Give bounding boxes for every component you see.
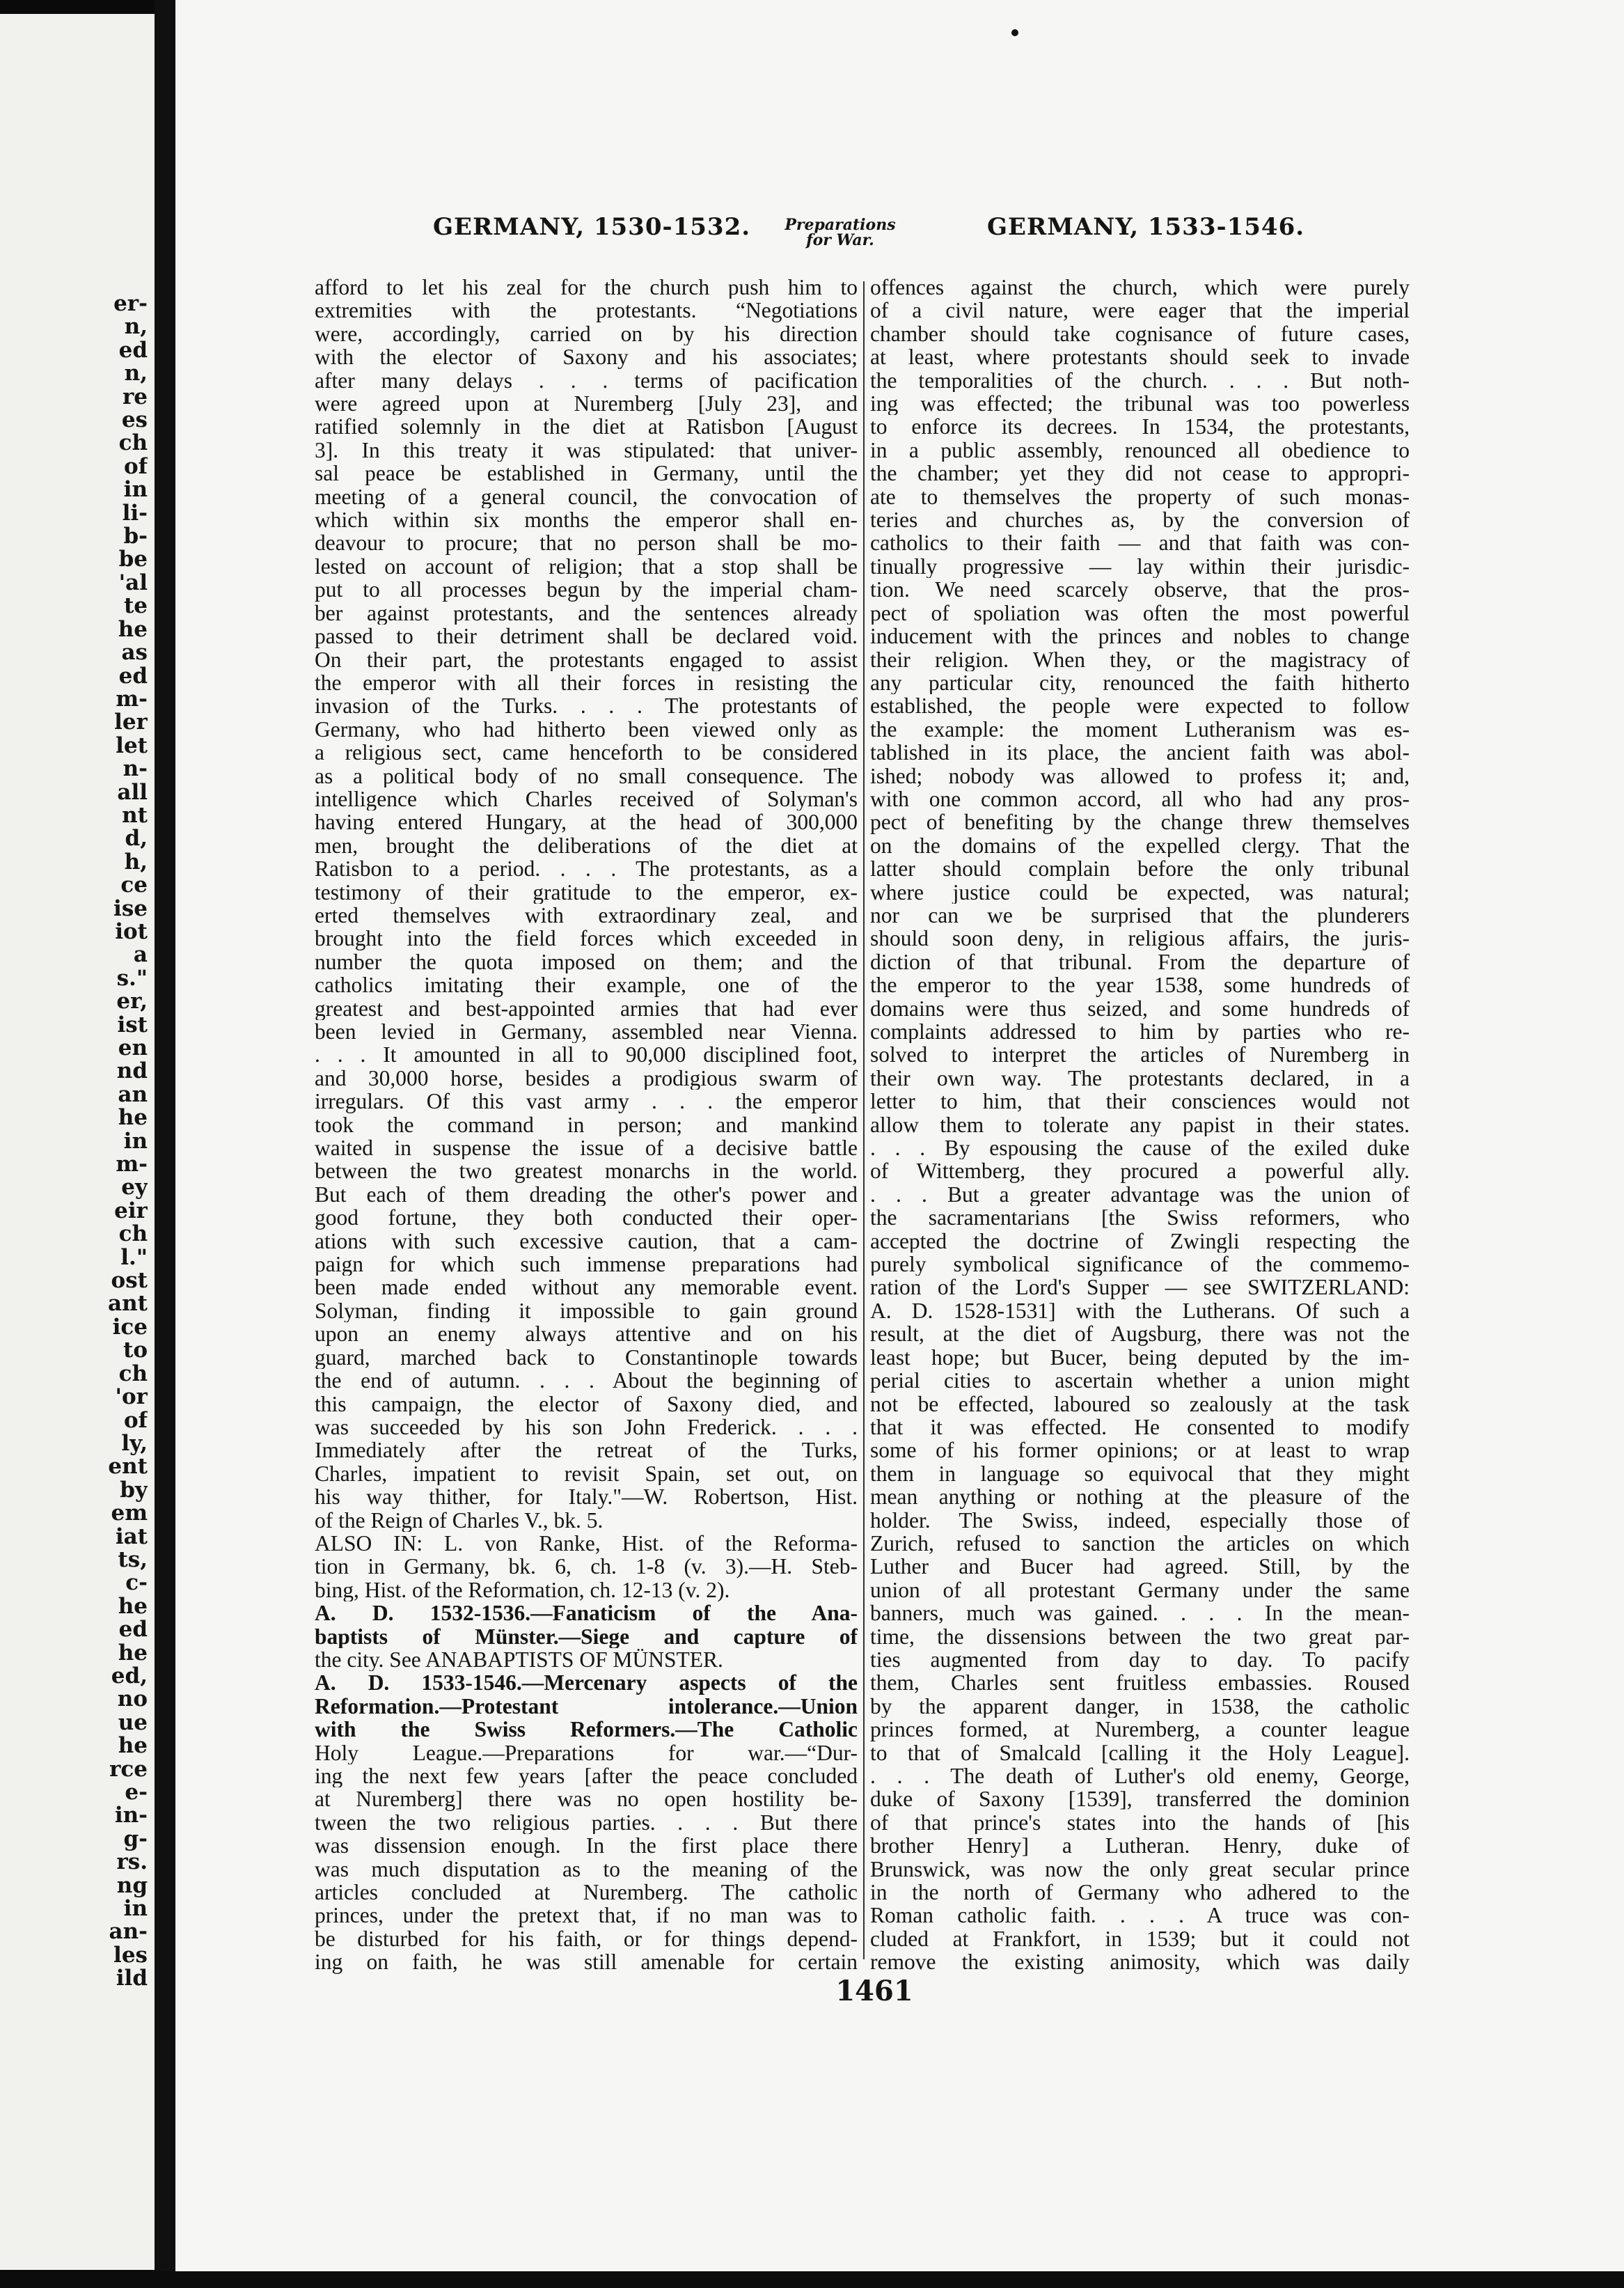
text-line: having entered Hungary, at the head of 300,000 xyxy=(315,810,858,834)
text-line: banners, much was gained. . . . In the mean- xyxy=(870,1601,1410,1625)
left-fragment: in xyxy=(123,1129,148,1154)
left-fragment: he xyxy=(118,618,148,642)
text-line: been levied in Germany, assembled near Vienna. xyxy=(315,1020,858,1044)
text-line: were agreed upon at Nuremberg [July 23], and xyxy=(315,392,858,416)
left-fragment: no xyxy=(117,1688,148,1711)
left-fragment: n, xyxy=(124,315,148,339)
text-line: with one common accord, all who had any pros- xyxy=(870,787,1410,811)
left-fragment: to xyxy=(123,1339,148,1363)
text-line: letter to him, that their consciences would not xyxy=(870,1090,1410,1113)
text-line: purely symbolical significance of the commemo- xyxy=(870,1253,1410,1276)
text-line: should soon deny, in religious affairs, the juris- xyxy=(870,927,1410,950)
left-fragment: he xyxy=(118,1641,148,1665)
text-line: baptists of Münster.—Siege and capture of xyxy=(315,1624,858,1648)
left-fragment: ant xyxy=(108,1292,148,1316)
text-line: in the north of Germany who adhered to the xyxy=(870,1881,1410,1904)
text-line: A. D. 1533-1546.—Mercenary aspects of the xyxy=(315,1671,858,1695)
text-line: of a civil nature, were eager that the imperial xyxy=(870,299,1410,322)
left-fragment: ng xyxy=(116,1874,148,1898)
running-head-right: GERMANY, 1533-1546. xyxy=(987,213,1305,241)
text-line: 3]. In this treaty it was stipulated: that univer- xyxy=(315,438,858,462)
column-rule xyxy=(863,281,865,1959)
text-line: was succeeded by his son John Frederick. . . . xyxy=(315,1415,858,1439)
text-line: waited in suspense the issue of a decisive battle xyxy=(315,1136,858,1160)
left-fragment: be xyxy=(118,548,148,572)
left-fragment: n- xyxy=(123,758,148,781)
text-line: this campaign, the elector of Saxony died, and xyxy=(315,1392,858,1416)
text-line: any particular city, renounced the faith hitherto xyxy=(870,671,1410,695)
left-fragment: 'al xyxy=(118,571,148,595)
text-line: the sacramentarians [the Swiss reformers, who xyxy=(870,1206,1410,1230)
left-fragment: eir xyxy=(114,1199,148,1223)
text-line: them, Charles sent fruitless embassies. Roused xyxy=(870,1671,1410,1695)
text-line: the end of autumn. . . . About the beginning of xyxy=(315,1369,858,1393)
text-line: put to all processes begun by the imperial cham- xyxy=(315,578,858,602)
left-fragment: a xyxy=(133,943,148,967)
text-line: by the apparent danger, in 1538, the catholic xyxy=(870,1694,1410,1718)
left-fragment: of xyxy=(123,1409,148,1432)
text-line: afford to let his zeal for the church push him to xyxy=(315,276,858,299)
ink-dot xyxy=(1011,29,1018,36)
running-head-center-line1: Preparations xyxy=(785,216,896,234)
left-fragment: s." xyxy=(116,966,148,991)
text-line: pect of benefiting by the change threw themselves xyxy=(870,810,1410,834)
text-line: the city. See ANABAPTISTS OF MÜNSTER. xyxy=(315,1647,723,1672)
text-line: diction of that tribunal. From the departure of xyxy=(870,950,1410,974)
text-line: that it was effected. He consented to modify xyxy=(870,1415,1410,1439)
text-line: holder. The Swiss, indeed, especially those of xyxy=(870,1508,1410,1532)
text-line: the temporalities of the church. . . . But noth- xyxy=(870,368,1410,393)
text-line: with the elector of Saxony and his associates; xyxy=(315,345,858,369)
text-line: after many delays . . . terms of pacification xyxy=(315,368,858,393)
text-line: their religion. When they, or the magistracy of xyxy=(870,648,1410,671)
text-line: catholics imitating their example, one of the xyxy=(315,973,858,997)
text-line: pect of spoliation was often the most powerful xyxy=(870,601,1410,625)
left-fragment: ly, xyxy=(121,1432,148,1456)
text-line: invasion of the Turks. . . . The protestants of xyxy=(315,694,858,718)
left-fragment: ue xyxy=(118,1711,148,1735)
left-fragment: li- xyxy=(122,501,148,526)
text-line: established, the people were expected to follow xyxy=(870,694,1410,718)
running-head-center xyxy=(774,217,906,248)
text-line: Holy League.—Preparations for war.—“Dur- xyxy=(315,1741,858,1764)
book-gutter xyxy=(155,0,175,2288)
text-line: extremities with the protestants. “Negotiations xyxy=(315,299,858,322)
left-fragment: ed, xyxy=(111,1664,148,1688)
text-line: brother Henry] a Lutheran. Henry, duke of xyxy=(870,1834,1410,1858)
text-line: a religious sect, came henceforth to be considered xyxy=(315,741,858,765)
left-fragment: m- xyxy=(116,687,148,712)
text-line: tinually progressive — lay within their jurisdic- xyxy=(870,554,1410,579)
left-fragment: em xyxy=(111,1502,148,1526)
left-fragment: es xyxy=(121,409,148,432)
left-page-edge xyxy=(0,14,155,2270)
text-line: Reformation.—Protestant intolerance.—Union xyxy=(315,1694,858,1718)
text-line: in a public assembly, renounced all obedience to xyxy=(870,438,1410,462)
left-fragment: er- xyxy=(113,292,148,316)
left-fragment: d, xyxy=(125,827,148,851)
left-fragment: ch xyxy=(118,1223,148,1246)
running-head-left: GERMANY, 1530-1532. xyxy=(433,213,751,241)
text-line: of Wittemberg, they procured a powerful ally. xyxy=(870,1159,1410,1183)
text-line: offences against the church, which were purely xyxy=(870,276,1410,299)
left-text-column xyxy=(315,276,858,1974)
text-line: inducement with the princes and nobles to change xyxy=(870,625,1410,648)
text-line: passed to their detriment shall be declared void. xyxy=(315,625,858,648)
left-fragment: nt xyxy=(122,804,148,828)
text-line: where justice could be expected, was natural; xyxy=(870,880,1410,904)
text-line: erted themselves with extraordinary zeal, and xyxy=(315,903,858,927)
text-line: ing the next few years [after the peace concluded xyxy=(315,1764,858,1788)
left-fragment: rs. xyxy=(116,1851,148,1874)
left-fragment: l." xyxy=(120,1246,148,1270)
left-fragment: iat xyxy=(115,1525,148,1549)
left-fragment: ice xyxy=(112,1315,148,1340)
text-line: good fortune, they both conducted their oper- xyxy=(315,1206,858,1230)
text-line: ing was effected; the tribunal was too powerless xyxy=(870,392,1410,416)
left-fragment: by xyxy=(120,1478,148,1503)
page-number: 1461 xyxy=(835,1975,913,2007)
left-fragment: nd xyxy=(116,1060,148,1083)
text-line: the example: the moment Lutheranism was es- xyxy=(870,717,1410,742)
left-fragment: as xyxy=(121,641,148,665)
left-fragment: ed xyxy=(118,338,148,363)
text-line: intelligence which Charles received of Solyman's xyxy=(315,787,858,811)
left-fragment: he xyxy=(118,1734,148,1758)
left-page-fragments xyxy=(0,292,155,1991)
text-line: union of all protestant Germany under the same xyxy=(870,1578,1410,1602)
text-line: nor can we be surprised that the plunderers xyxy=(870,903,1410,927)
text-line: princes formed, at Nuremberg, a counter league xyxy=(870,1718,1410,1741)
text-line: at Nuremberg] there was no open hostility be- xyxy=(315,1787,858,1811)
left-fragment: er, xyxy=(116,990,148,1014)
left-fragment: en xyxy=(118,1037,148,1060)
left-fragment: iot xyxy=(115,920,148,944)
text-line: Luther and Bucer had agreed. Still, by the xyxy=(870,1555,1410,1578)
text-line: ations with such excessive caution, that a cam- xyxy=(315,1229,858,1253)
text-line: least hope; but Bucer, being deputed by the im- xyxy=(870,1345,1410,1370)
text-line: ished; nobody was allowed to profess it; and, xyxy=(870,764,1410,788)
text-line: took the command in person; and mankind xyxy=(315,1113,858,1137)
text-line: remove the existing animosity, which was daily xyxy=(870,1950,1410,1974)
text-line: sal peace be established in Germany, until the xyxy=(315,462,858,485)
text-line: with the Swiss Reformers.—The Catholic xyxy=(315,1718,858,1741)
text-line: at least, where protestants should seek to invade xyxy=(870,345,1410,369)
left-fragment: all xyxy=(117,781,148,804)
text-line: paign for which such immense preparations had xyxy=(315,1253,858,1276)
text-line: ALSO IN: L. von Ranke, Hist. of the Reforma- xyxy=(315,1531,858,1556)
left-fragment: ost xyxy=(111,1269,148,1293)
text-line: number the quota imposed on them; and the xyxy=(315,950,858,974)
text-line: was much disputation as to the meaning of the xyxy=(315,1857,858,1881)
text-line: ratified solemnly in the diet at Ratisbon [August xyxy=(315,415,858,439)
left-fragment: h, xyxy=(124,850,148,875)
text-line: been made ended without any memorable event. xyxy=(315,1276,858,1299)
text-line: result, at the diet of Augsburg, there was not the xyxy=(870,1322,1410,1346)
left-fragment: an- xyxy=(109,1920,148,1944)
left-fragment: 'or xyxy=(115,1386,148,1409)
text-line: solved to interpret the articles of Nuremberg in xyxy=(870,1043,1410,1067)
text-line: tween the two religious parties. . . . But there xyxy=(315,1810,858,1835)
text-line: of that prince's states into the hands of [his xyxy=(870,1810,1410,1835)
scan-bottom-edge xyxy=(0,2271,1624,2288)
text-line: . . . But a greater advantage was the union of xyxy=(870,1182,1410,1207)
left-fragment: ch xyxy=(118,432,148,455)
left-fragment: m- xyxy=(116,1153,148,1177)
left-fragment: les xyxy=(113,1943,148,1968)
left-fragment: ed xyxy=(118,1618,148,1642)
left-fragment: ent xyxy=(108,1455,148,1479)
text-line: allow them to tolerate any papist in their states. xyxy=(870,1113,1410,1137)
left-fragment: ist xyxy=(117,1013,148,1037)
text-line: Immediately after the retreat of the Turks, xyxy=(315,1439,858,1462)
text-line: the chamber; yet they did not cease to appropri- xyxy=(870,462,1410,485)
left-fragment: ed xyxy=(118,664,148,688)
text-line: to that of Smalcald [calling it the Holy League]. xyxy=(870,1741,1410,1764)
text-line: ber against protestants, and the sentences already xyxy=(315,601,858,625)
text-line: not be effected, laboured so zealously at the task xyxy=(870,1392,1410,1416)
text-line: On their part, the protestants engaged to assist xyxy=(315,648,858,671)
text-line: the emperor to the year 1538, some hundreds of xyxy=(870,973,1410,997)
text-line: between the two greatest monarchs in the world. xyxy=(315,1159,858,1183)
text-line: men, brought the deliberations of the diet at xyxy=(315,833,858,858)
text-line: as a political body of no small consequence. The xyxy=(315,764,858,788)
text-line: princes, under the pretext that, if no man was to xyxy=(315,1904,858,1927)
text-line: of the Reign of Charles V., bk. 5. xyxy=(315,1508,604,1532)
text-line: to enforce its decrees. In 1534, the protestants, xyxy=(870,415,1410,439)
text-line: complaints addressed to him by parties who re- xyxy=(870,1020,1410,1044)
text-line: ing on faith, he was still amenable for certain xyxy=(315,1950,858,1974)
text-line: testimony of their gratitude to the emperor, ex- xyxy=(315,880,858,904)
text-line: time, the dissensions between the two great par- xyxy=(870,1624,1410,1648)
left-fragment: an xyxy=(118,1083,148,1107)
text-line: cluded at Frankfort, in 1539; but it could not xyxy=(870,1927,1410,1951)
left-fragment: ise xyxy=(113,897,148,920)
left-fragment: in xyxy=(123,1897,148,1921)
text-line: some of his former opinions; or at least to wrap xyxy=(870,1439,1410,1462)
text-line: upon an enemy always attentive and on his xyxy=(315,1322,858,1346)
left-fragment: in- xyxy=(114,1804,148,1828)
text-line: their own way. The protestants declared, in a xyxy=(870,1066,1410,1090)
text-line: greatest and best-appointed armies that had ever xyxy=(315,996,858,1020)
text-line: A. D. 1528-1531] with the Lutherans. Of such a xyxy=(870,1299,1410,1323)
text-line: them in language so equivocal that they might xyxy=(870,1462,1410,1486)
text-line: deavour to procure; that no person shall be mo- xyxy=(315,531,858,555)
text-line: Solyman, finding it impossible to gain ground xyxy=(315,1299,858,1323)
text-line: irregulars. Of this vast army . . . the emperor xyxy=(315,1090,858,1113)
text-line: the emperor with all their forces in resisting the xyxy=(315,671,858,695)
left-fragment: ts, xyxy=(118,1548,148,1572)
left-fragment: ler xyxy=(114,711,148,735)
left-fragment: he xyxy=(118,1106,148,1130)
text-line: was dissension enough. In the first place there xyxy=(315,1834,858,1858)
left-fragment: ild xyxy=(116,1967,148,1991)
text-line: Germany, who had hitherto been viewed only as xyxy=(315,717,858,742)
text-line: and 30,000 horse, besides a prodigious swarm of xyxy=(315,1066,858,1090)
left-fragment: ce xyxy=(120,874,148,898)
right-text-column xyxy=(870,276,1410,1974)
left-fragment: b- xyxy=(123,525,148,549)
text-line: catholics to their faith — and that faith was con- xyxy=(870,531,1410,555)
text-line: articles concluded at Nuremberg. The catholic xyxy=(315,1881,858,1904)
left-fragment: g- xyxy=(123,1827,148,1851)
left-fragment: in xyxy=(123,478,148,502)
text-line: duke of Saxony [1539], transferred the dominion xyxy=(870,1787,1410,1811)
text-line: perial cities to ascertain whether a union might xyxy=(870,1369,1410,1393)
left-fragment: c- xyxy=(125,1572,148,1595)
text-line: tion in Germany, bk. 6, ch. 1-8 (v. 3).—H. Steb- xyxy=(315,1555,858,1578)
text-line: Roman catholic faith. . . . A truce was con- xyxy=(870,1904,1410,1927)
left-fragment: n, xyxy=(124,362,148,386)
text-line: latter should complain before the only tribunal xyxy=(870,857,1410,881)
text-line: ties augmented from day to day. To pacify xyxy=(870,1647,1410,1672)
left-fragment: te xyxy=(123,595,148,618)
text-line: A. D. 1532-1536.—Fanaticism of the Ana- xyxy=(315,1601,858,1625)
left-fragment: e- xyxy=(125,1781,148,1805)
text-line: . . . The death of Luther's old enemy, George, xyxy=(870,1764,1410,1788)
text-line: Ratisbon to a period. . . . The protestants, as a xyxy=(315,857,858,881)
text-line: tablished in its place, the ancient faith was abol- xyxy=(870,741,1410,765)
text-line: guard, marched back to Constantinople towards xyxy=(315,1345,858,1370)
left-fragment: rce xyxy=(109,1757,148,1781)
text-line: . . . By espousing the cause of the exiled duke xyxy=(870,1136,1410,1160)
text-line: on the domains of the expelled clergy. That the xyxy=(870,833,1410,858)
left-fragment: of xyxy=(123,455,148,479)
text-line: Brunswick, was now the only great secular prince xyxy=(870,1857,1410,1881)
text-line: be disturbed for his faith, or for things depend- xyxy=(315,1927,858,1951)
left-fragment: ey xyxy=(121,1176,148,1200)
text-line: But each of them dreading the other's power and xyxy=(315,1182,858,1207)
left-fragment: let xyxy=(116,734,148,758)
text-line: teries and churches as, by the conversion of xyxy=(870,508,1410,532)
left-fragment: ch xyxy=(118,1362,148,1386)
text-line: bing, Hist. of the Reformation, ch. 12-13 (v. 2). xyxy=(315,1578,730,1602)
text-line: Charles, impatient to revisit Spain, set out, on xyxy=(315,1462,858,1486)
running-head-center-line2: for War. xyxy=(806,231,874,249)
left-fragment: he xyxy=(118,1594,148,1619)
text-line: meeting of a general council, the convocation of xyxy=(315,485,858,509)
text-line: tion. We need scarcely observe, that the pros- xyxy=(870,578,1410,602)
text-line: domains were thus seized, and some hundreds of xyxy=(870,996,1410,1020)
text-line: lested on account of religion; that a stop shall be xyxy=(315,554,858,579)
text-line: . . . It amounted in all to 90,000 disciplined foot, xyxy=(315,1043,858,1067)
text-line: his way thither, for Italy."—W. Robertson, Hist. xyxy=(315,1485,858,1509)
text-line: Zurich, refused to sanction the articles on which xyxy=(870,1531,1410,1556)
text-line: brought into the field forces which exceeded in xyxy=(315,927,858,950)
text-line: chamber should take cognisance of future cases, xyxy=(870,322,1410,346)
text-line: mean anything or nothing at the pleasure of the xyxy=(870,1485,1410,1509)
text-line: accepted the doctrine of Zwingli respecting the xyxy=(870,1229,1410,1253)
text-line: ration of the Lord's Supper — see SWITZERLAND: xyxy=(870,1276,1410,1299)
text-line: were, accordingly, carried on by his direction xyxy=(315,322,858,346)
left-fragment: re xyxy=(122,385,148,409)
text-line: which within six months the emperor shall en- xyxy=(315,508,858,532)
text-line: ate to themselves the property of such monas- xyxy=(870,485,1410,509)
